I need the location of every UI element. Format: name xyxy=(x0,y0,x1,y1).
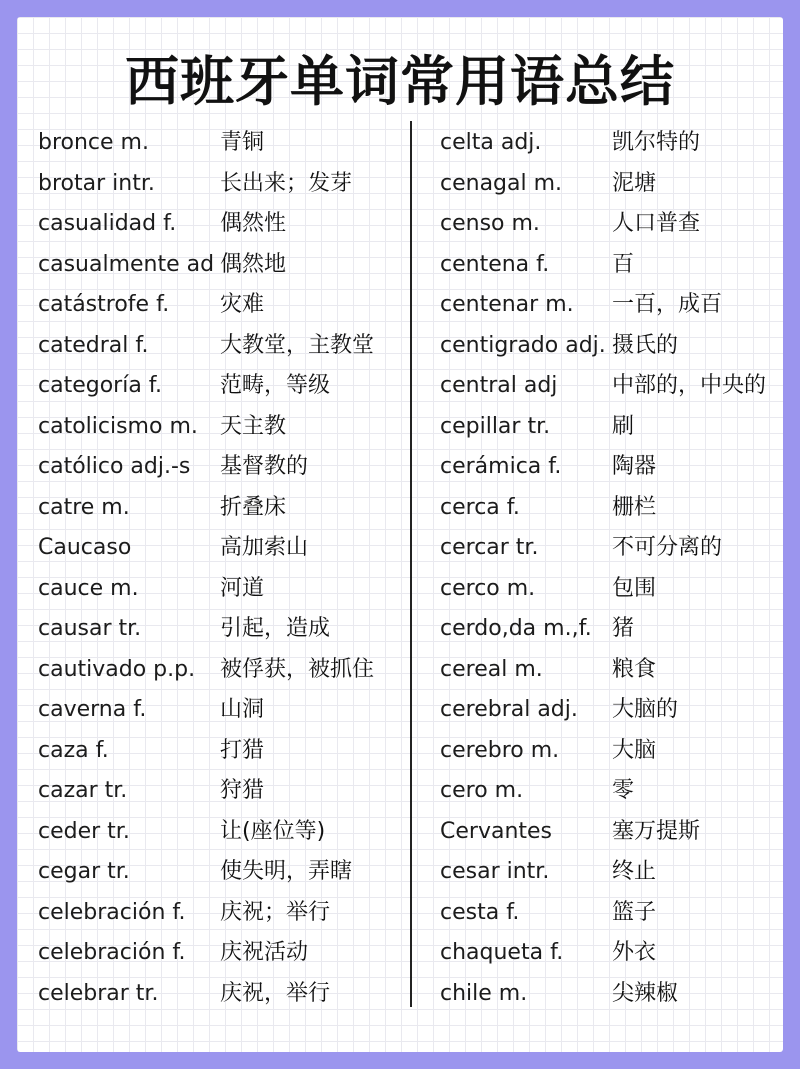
vocab-row xyxy=(440,123,783,164)
spanish-term: cauce m. xyxy=(38,575,139,601)
spanish-term: celebración f. xyxy=(38,940,186,965)
spanish-term: censo m. xyxy=(440,211,540,236)
vocab-row xyxy=(38,123,410,164)
vocab-row xyxy=(38,285,410,326)
vocab-row xyxy=(440,528,783,569)
chinese-meaning: 天主教 xyxy=(220,413,287,439)
spanish-term: caverna f. xyxy=(38,697,147,722)
chinese-meaning: 庆祝；举行 xyxy=(220,899,331,925)
spanish-term: cautivado p.p. xyxy=(38,656,196,682)
spanish-term: bronce m. xyxy=(38,130,149,155)
vocab-row xyxy=(440,488,783,529)
vocab-row xyxy=(38,933,410,974)
spanish-term: catedral f. xyxy=(38,332,149,358)
vocab-row xyxy=(440,893,783,934)
spanish-term: brotar intr. xyxy=(38,170,155,196)
chinese-meaning: 灾难 xyxy=(220,292,265,317)
vocab-row xyxy=(440,164,783,205)
vocab-row xyxy=(38,528,410,569)
chinese-meaning: 青铜 xyxy=(220,130,265,155)
chinese-meaning: 偶然性 xyxy=(220,211,287,236)
spanish-term: cazar tr. xyxy=(38,778,128,803)
vocabulary-card xyxy=(17,17,783,1052)
chinese-meaning: 范畴，等级 xyxy=(220,373,331,398)
spanish-term: celebración f. xyxy=(38,899,186,925)
vocab-row xyxy=(440,366,783,407)
spanish-term: catre m. xyxy=(38,494,130,520)
vocab-row xyxy=(38,771,410,812)
chinese-meaning: 塞万提斯 xyxy=(612,818,701,844)
vocab-row xyxy=(440,326,783,367)
vocab-row xyxy=(38,366,410,407)
chinese-meaning: 基督教的 xyxy=(220,454,309,479)
spanish-term: cerebro m. xyxy=(440,737,560,763)
vocab-row xyxy=(440,245,783,286)
vocab-row xyxy=(440,852,783,893)
chinese-meaning: 终止 xyxy=(612,859,657,884)
chinese-meaning: 不可分离的 xyxy=(612,535,723,560)
vocab-row xyxy=(38,569,410,610)
chinese-meaning: 泥塘 xyxy=(612,170,657,196)
chinese-meaning: 庆祝活动 xyxy=(220,940,309,965)
chinese-meaning: 庆祝，举行 xyxy=(220,980,331,1006)
spanish-term: casualidad f. xyxy=(38,211,177,236)
spanish-term: centenar m. xyxy=(440,292,574,317)
spanish-term: cepillar tr. xyxy=(440,413,551,439)
chinese-meaning: 长出来；发芽 xyxy=(220,170,353,196)
spanish-term: centigrado adj. xyxy=(440,332,606,358)
spanish-term: caza f. xyxy=(38,737,109,763)
chinese-meaning: 被俘获，被抓住 xyxy=(220,656,375,682)
chinese-meaning: 包围 xyxy=(612,575,657,601)
spanish-term: catolicismo m. xyxy=(38,413,198,439)
vocab-row xyxy=(38,407,410,448)
vocab-row xyxy=(38,650,410,691)
vocab-row xyxy=(440,609,783,650)
chinese-meaning: 篮子 xyxy=(612,899,657,925)
vocab-row xyxy=(38,893,410,934)
chinese-meaning: 打猎 xyxy=(220,737,265,763)
spanish-term: cero m. xyxy=(440,778,524,803)
vocabulary-list-right xyxy=(440,123,783,1014)
spanish-term: cesar intr. xyxy=(440,859,550,884)
chinese-meaning: 摄氏的 xyxy=(612,332,679,358)
chinese-meaning: 大脑的 xyxy=(612,697,679,722)
spanish-term: Cervantes xyxy=(440,818,553,844)
chinese-meaning: 山洞 xyxy=(220,697,265,722)
chinese-meaning: 百 xyxy=(612,251,635,277)
chinese-meaning: 粮食 xyxy=(612,656,657,682)
vocab-row xyxy=(440,204,783,245)
spanish-term: cercar tr. xyxy=(440,535,539,560)
vocab-row xyxy=(440,771,783,812)
chinese-meaning: 栅栏 xyxy=(612,494,657,520)
chinese-meaning: 高加索山 xyxy=(220,535,309,560)
chinese-meaning: 大脑 xyxy=(612,737,657,763)
vocab-row xyxy=(38,852,410,893)
vocab-row xyxy=(38,447,410,488)
chinese-meaning: 河道 xyxy=(220,575,265,601)
spanish-term: cenagal m. xyxy=(440,170,563,196)
spanish-term: centena f. xyxy=(440,251,550,277)
spanish-term: cerdo,da m.,f. xyxy=(440,616,592,641)
spanish-term: cerámica f. xyxy=(440,454,562,479)
spanish-term: causar tr. xyxy=(38,616,142,641)
page-title: 西班牙单词常用语总结 xyxy=(125,50,675,113)
chinese-meaning: 陶器 xyxy=(612,454,657,479)
chinese-meaning: 狩猎 xyxy=(220,778,265,803)
vocab-row xyxy=(38,204,410,245)
chinese-meaning: 尖辣椒 xyxy=(612,980,679,1006)
chinese-meaning: 大教堂，主教堂 xyxy=(220,332,375,358)
vocab-row xyxy=(38,609,410,650)
vocab-row xyxy=(440,447,783,488)
spanish-term: casualmente ad xyxy=(38,251,215,277)
vocab-row xyxy=(38,245,410,286)
chinese-meaning: 中部的，中央的 xyxy=(612,373,767,398)
vocab-row xyxy=(38,326,410,367)
spanish-term: cesta f. xyxy=(440,899,520,925)
spanish-term: chaqueta f. xyxy=(440,940,564,965)
spanish-term: celta adj. xyxy=(440,130,542,155)
chinese-meaning: 偶然地 xyxy=(220,251,287,277)
vocab-row xyxy=(440,407,783,448)
spanish-term: cegar tr. xyxy=(38,859,130,884)
chinese-meaning: 一百，成百 xyxy=(612,292,723,317)
vocab-row xyxy=(440,974,783,1015)
vocab-row xyxy=(440,731,783,772)
vocab-row xyxy=(440,285,783,326)
spanish-term: cerca f. xyxy=(440,494,520,520)
spanish-term: cerco m. xyxy=(440,575,536,601)
spanish-term: cereal m. xyxy=(440,656,543,682)
spanish-term: categoría f. xyxy=(38,373,162,398)
chinese-meaning: 刷 xyxy=(612,413,635,439)
chinese-meaning: 使失明，弄瞎 xyxy=(220,859,353,884)
spanish-term: chile m. xyxy=(440,980,528,1006)
vocab-row xyxy=(38,974,410,1015)
vocab-row xyxy=(38,731,410,772)
vocab-row xyxy=(440,933,783,974)
spanish-term: celebrar tr. xyxy=(38,980,159,1006)
vocab-row xyxy=(38,488,410,529)
vocab-row xyxy=(38,690,410,731)
vocab-row xyxy=(440,569,783,610)
vocabulary-list-left xyxy=(38,123,410,1014)
chinese-meaning: 引起，造成 xyxy=(220,616,331,641)
vocab-row xyxy=(440,690,783,731)
column-divider xyxy=(410,121,412,1007)
chinese-meaning: 人口普查 xyxy=(612,211,701,236)
chinese-meaning: 让(座位等) xyxy=(220,818,326,844)
spanish-term: católico adj.-s xyxy=(38,454,191,479)
chinese-meaning: 零 xyxy=(612,778,635,803)
spanish-term: ceder tr. xyxy=(38,818,130,844)
spanish-term: Caucaso xyxy=(38,535,132,560)
spanish-term: cerebral adj. xyxy=(440,697,578,722)
spanish-term: catástrofe f. xyxy=(38,292,170,317)
vocab-row xyxy=(440,650,783,691)
chinese-meaning: 外衣 xyxy=(612,940,657,965)
chinese-meaning: 凯尔特的 xyxy=(612,130,701,155)
vocab-row xyxy=(440,812,783,853)
vocab-row xyxy=(38,812,410,853)
chinese-meaning: 猪 xyxy=(612,616,635,641)
vocab-row xyxy=(38,164,410,205)
chinese-meaning: 折叠床 xyxy=(220,494,287,520)
spanish-term: central adj xyxy=(440,373,558,398)
